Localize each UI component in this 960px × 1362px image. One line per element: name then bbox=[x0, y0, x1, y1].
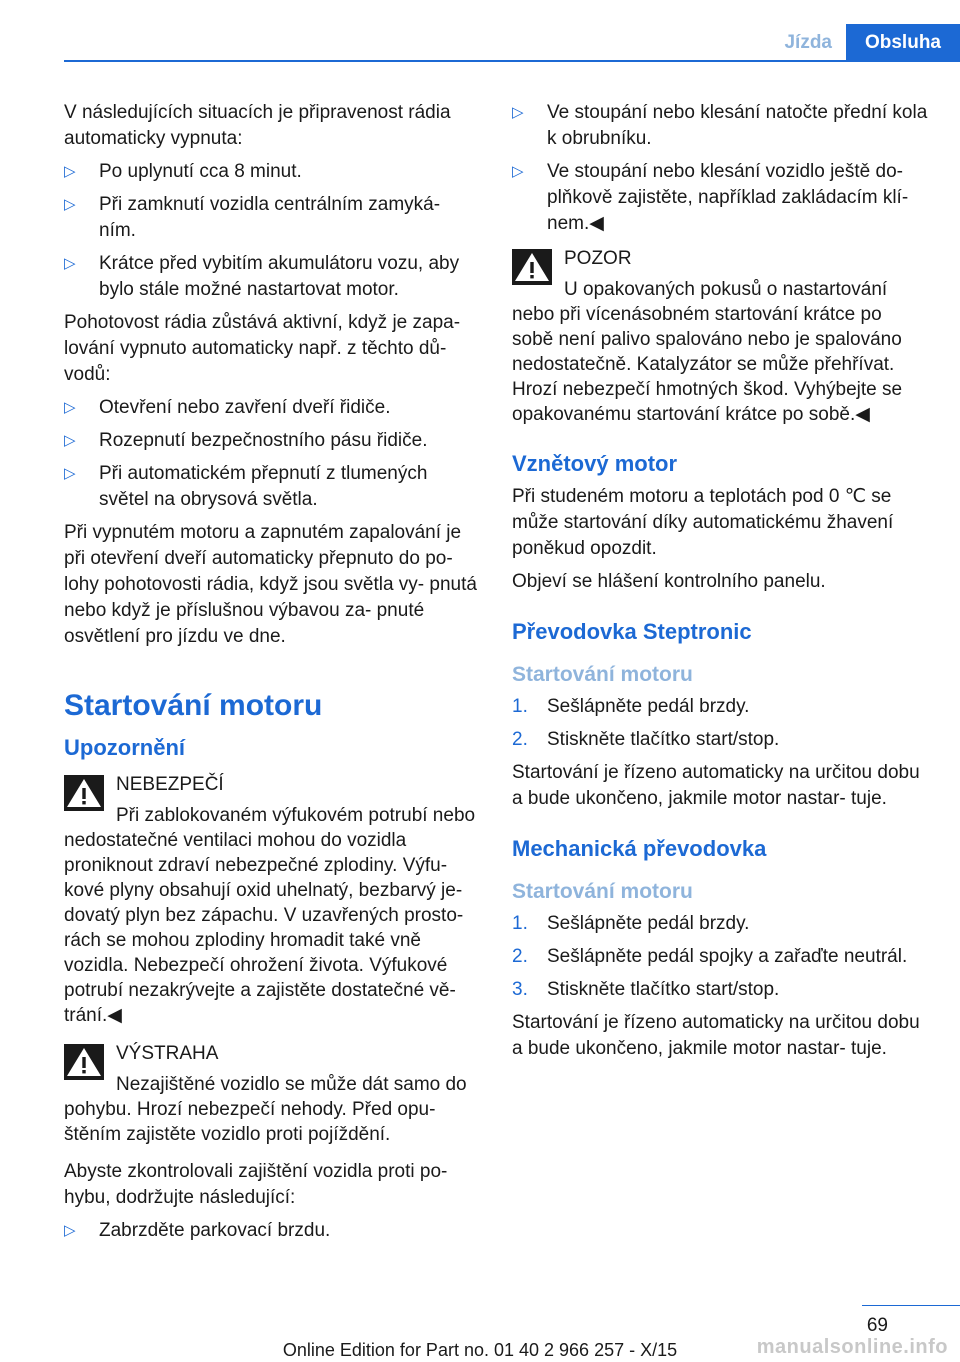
tab-jizda[interactable]: Jízda bbox=[770, 24, 846, 62]
bullet-arrow-icon: ▷ bbox=[64, 465, 76, 482]
tab-obsluha[interactable]: Obsluha bbox=[846, 24, 960, 62]
list-item: ▷ Rozepnutí bezpečnostního pásu řidiče. bbox=[64, 428, 480, 454]
step-number: 2. bbox=[512, 946, 528, 967]
page-number: 69 bbox=[866, 1315, 888, 1336]
header-rule bbox=[64, 60, 960, 62]
paragraph: Pohotovost rádia zůstává aktivní, když je zapa‐ lování vypnuto automaticky např. z těchto dů‐ vodů: bbox=[64, 312, 461, 385]
list-item: 2. Stiskněte tlačítko start/stop. bbox=[512, 727, 928, 753]
warning-danger bbox=[64, 771, 480, 1028]
section-tabs bbox=[770, 24, 960, 62]
paragraph: Abyste zkontrolovali zajištění vozidla proti po‐ hybu, dodržujte následující: bbox=[64, 1161, 448, 1208]
paragraph: Startování je řízeno automaticky na určitou dobu a bude ukončeno, jakmile motor nastar‐ tuje. bbox=[512, 762, 920, 809]
minor-heading-starting: Startování motoru bbox=[512, 880, 693, 903]
warning-text: Při zablokovaném výfukovém potrubí nebo nedostatečné ventilaci mohou do vozidla proniknout zdraví nebezpečné zplodiny. Výfu‐ kové plyny obsahují oxid uhelnatý, bezbarvý je‐ dovatý plyn bez zápachu. V uzavřených prosto‐ rách se mohou zplodiny hromadit také vně vozidla. Nebezpečí ohrožení života. Výfukové potrubí nezakrývejte a zajistěte dostatečné vě‐ trání.◀ bbox=[64, 805, 476, 1026]
left-column bbox=[64, 100, 480, 1251]
paragraph: Při vypnutém motoru a zapnutém zapalování je při otevření dveří automaticky přepnuto do po‐ lohy pohotovosti rádia, když jsou světla vy‐ pnutá nebo když je příslušnou výbavou za‐ pnuté osvětlení pro jízdu ve dne. bbox=[64, 522, 477, 647]
bullet-arrow-icon: ▷ bbox=[64, 163, 76, 180]
subheading-steptronic: Převodovka Steptronic bbox=[512, 619, 752, 644]
step-number: 2. bbox=[512, 729, 528, 750]
warning-text: U opakovaných pokusů o nastartování nebo při vícenásobném startování krátce po sobě není palivo spalováno nebo je spalováno nedostatečně. Katalyzátor se může přehřívat. Hrozí nebezpečí hmotných škod. Vyhýbejte se opakovanému startování krátce po sobě.◀ bbox=[512, 279, 903, 425]
bullet-arrow-icon: ▷ bbox=[64, 399, 76, 416]
warning-label: POZOR bbox=[564, 248, 632, 269]
paragraph: Objeví se hlášení kontrolního panelu. bbox=[512, 571, 826, 592]
subheading-diesel: Vznětový motor bbox=[512, 451, 678, 476]
bullet-list-radio-off bbox=[64, 159, 480, 303]
list-item: ▷ Otevření nebo zavření dveří řidiče. bbox=[64, 395, 480, 421]
warning-triangle-icon bbox=[64, 775, 104, 811]
step-number: 1. bbox=[512, 696, 528, 717]
bullet-arrow-icon: ▷ bbox=[64, 1222, 76, 1239]
warning-caution bbox=[64, 1040, 480, 1147]
watermark: manualsonline.info bbox=[756, 1336, 948, 1358]
minor-heading-starting: Startování motoru bbox=[512, 663, 693, 686]
warning-triangle-icon bbox=[64, 1044, 104, 1080]
warning-label: VÝSTRAHA bbox=[116, 1043, 219, 1064]
list-item: 3. Stiskněte tlačítko start/stop. bbox=[512, 977, 928, 1003]
list-item: ▷ Při automatickém přepnutí z tlumených světel na obrysová světla. bbox=[64, 463, 428, 510]
list-item: 1. Sešlápněte pedál brzdy. bbox=[512, 694, 928, 720]
list-item: ▷ Ve stoupání nebo klesání natočte přední kola k obrubníku. bbox=[512, 102, 928, 149]
list-item: ▷ Při zamknutí vozidla centrálním zamyká‐ ním. bbox=[64, 194, 441, 241]
subheading-notice: Upozornění bbox=[64, 735, 185, 760]
list-item: ▷ Po uplynutí cca 8 minut. bbox=[64, 159, 480, 185]
list-item: 2. Sešlápněte pedál spojky a zařaďte neutrál. bbox=[512, 944, 928, 970]
bullet-arrow-icon: ▷ bbox=[512, 104, 524, 121]
steps-steptronic bbox=[512, 694, 928, 753]
edition-line: Online Edition for Part no. 01 40 2 966 257 - X/15 bbox=[282, 1340, 678, 1360]
bullet-arrow-icon: ▷ bbox=[64, 432, 76, 449]
bullet-list-secure-vehicle bbox=[64, 1218, 480, 1244]
warning-triangle-icon bbox=[512, 249, 552, 285]
steps-manual bbox=[512, 911, 928, 1003]
paragraph: Startování je řízeno automaticky na určitou dobu a bude ukončeno, jakmile motor nastar‐ tuje. bbox=[512, 1012, 920, 1059]
bullet-arrow-icon: ▷ bbox=[512, 163, 524, 180]
list-item: ▷ Zabrzděte parkovací brzdu. bbox=[64, 1218, 480, 1244]
intro-paragraph: V následujících situacích je připravenost rádia automaticky vypnuta: bbox=[64, 102, 451, 149]
warning-attention bbox=[512, 245, 928, 427]
bullet-list-secure-vehicle-cont bbox=[512, 100, 928, 237]
right-column bbox=[512, 100, 928, 1069]
warning-label: NEBEZPEČÍ bbox=[116, 774, 224, 795]
step-number: 1. bbox=[512, 913, 528, 934]
bullet-arrow-icon: ▷ bbox=[64, 196, 76, 213]
bullet-arrow-icon: ▷ bbox=[64, 255, 76, 272]
step-number: 3. bbox=[512, 979, 528, 1000]
list-item: ▷ Ve stoupání nebo klesání vozidlo ještě do‐ plňkově zajistěte, například zakládacím klí‐ nem.◀ bbox=[512, 161, 909, 234]
footer-rule bbox=[862, 1305, 960, 1306]
warning-text: Nezajištěné vozidlo se může dát samo do pohybu. Hrozí nebezpečí nehody. Před opu‐ štěním zajistěte vozidlo proti pojíždění. bbox=[64, 1074, 467, 1145]
list-item: ▷ Krátce před vybitím akumulátoru vozu, aby bylo stále možné nastartovat motor. bbox=[64, 253, 460, 300]
list-item: 1. Sešlápněte pedál brzdy. bbox=[512, 911, 928, 937]
subheading-manual: Mechanická převodovka bbox=[512, 836, 767, 861]
section-heading-starting-engine: Startování motoru bbox=[64, 689, 323, 722]
bullet-list-radio-active bbox=[64, 395, 480, 513]
paragraph: Při studeném motoru a teplotách pod 0 ℃ se může startování díky automatickému žhavení poněkud opozdit. bbox=[512, 486, 894, 559]
